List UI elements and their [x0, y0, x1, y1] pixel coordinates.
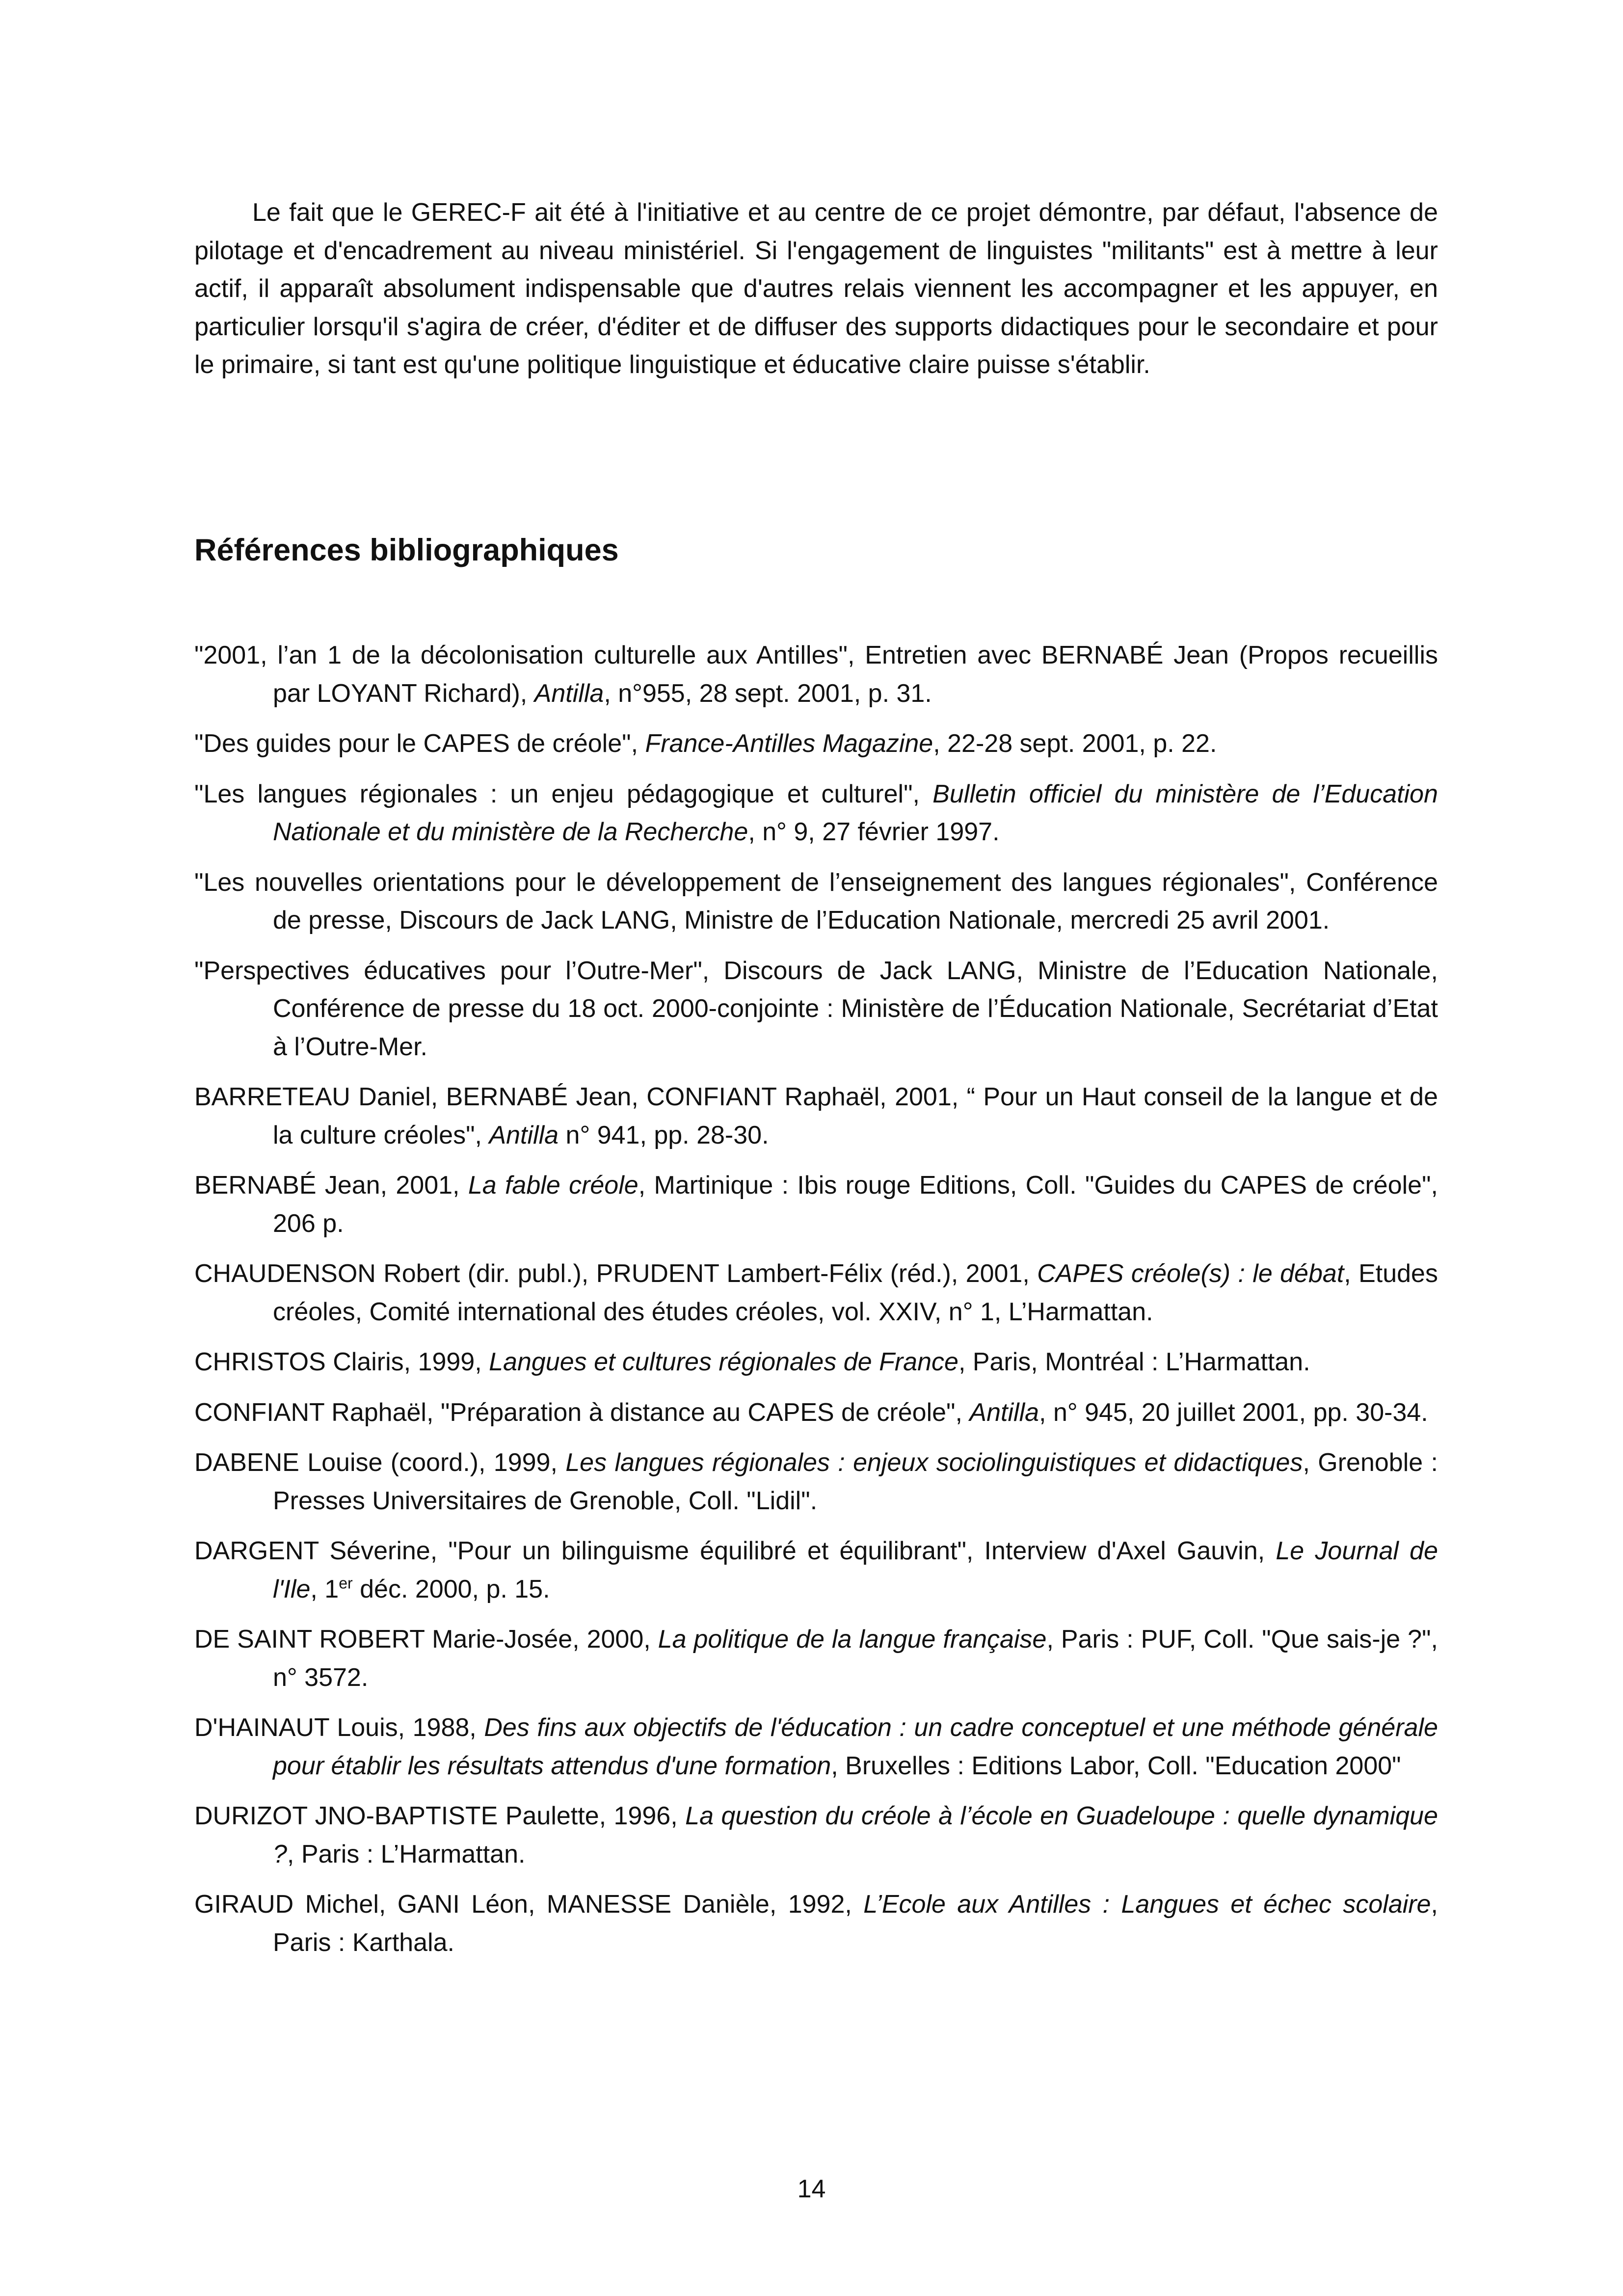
- reference-entry: CONFIANT Raphaël, "Préparation à distance au CAPES de créole", Antilla, n° 945, 20 juillet 2001, pp. 30-34.: [194, 1398, 1428, 1427]
- reference-entry: BARRETEAU Daniel, BERNABÉ Jean, CONFIANT Raphaël, 2001, “ Pour un Haut conseil de la langue et de la culture créoles", Antilla n° 941, pp. 28-30.: [194, 1083, 1438, 1149]
- reference-entry: DABENE Louise (coord.), 1999, Les langues régionales : enjeux sociolinguistiques et didactiques, Grenoble : Presses Universitaires de Grenoble, Coll. "Lidil".: [194, 1448, 1438, 1515]
- bibliography-heading: Références bibliographiques: [194, 533, 619, 567]
- body-paragraph: Le fait que le GEREC-F ait été à l'initiative et au centre de ce projet démontre, par défaut, l'absence de pilotage et d'encadrement au niveau ministériel. Si l'engagement de linguistes "militants" est à mettre à leur actif, il apparaît absolument indispensable que d'autres relais viennent les accompagner et les appuyer, en particulier lorsqu'il s'agira de créer, d'éditer et de diffuser des supports didactiques pour le secondaire et pour le primaire, si tant est qu'une politique linguistique et éducative claire puisse s'établir.: [194, 198, 1438, 379]
- reference-entry: "Les langues régionales : un enjeu pédagogique et culturel", Bulletin officiel du ministère de l’Education Nationale et du ministère de la Recherche, n° 9, 27 février 1997.: [194, 779, 1438, 846]
- page-number: 14: [797, 2175, 826, 2203]
- reference-entry: CHRISTOS Clairis, 1999, Langues et cultures régionales de France, Paris, Montréal : L’Harmattan.: [194, 1348, 1310, 1376]
- reference-entry: GIRAUD Michel, GANI Léon, MANESSE Danièle, 1992, L’Ecole aux Antilles : Langues et échec scolaire, Paris : Karthala.: [194, 1890, 1438, 1957]
- reference-entry: D'HAINAUT Louis, 1988, Des fins aux objectifs de l'éducation : un cadre conceptuel et une méthode générale pour établir les résultats attendus d'une formation, Bruxelles : Editions Labor, Coll. "Education 2000": [194, 1713, 1438, 1780]
- reference-entry: "Perspectives éducatives pour l’Outre-Mer", Discours de Jack LANG, Ministre de l’Education Nationale, Conférence de presse du 18 oct. 2000-conjointe : Ministère de l’Éducation Nationale, Secrétariat d’Etat à l’Outre-Mer.: [194, 956, 1438, 1061]
- reference-entry: DE SAINT ROBERT Marie-Josée, 2000, La politique de la langue française, Paris : PUF, Coll. "Que sais-je ?", n° 3572.: [194, 1625, 1438, 1692]
- reference-entry: CHAUDENSON Robert (dir. publ.), PRUDENT Lambert-Félix (réd.), 2001, CAPES créole(s) : le débat, Etudes créoles, Comité international des études créoles, vol. XXIV, n° 1, L’Harmattan.: [194, 1259, 1438, 1326]
- reference-entry: "Des guides pour le CAPES de créole", France-Antilles Magazine, 22-28 sept. 2001, p. 22.: [194, 729, 1217, 758]
- document-page: [194, 194, 1438, 1957]
- reference-entry: DURIZOT JNO-BAPTISTE Paulette, 1996, La question du créole à l’école en Guadeloupe : quelle dynamique ?, Paris : L’Harmattan.: [194, 1802, 1438, 1869]
- bibliography-list: [194, 637, 1438, 1974]
- reference-entry: "Les nouvelles orientations pour le développement de l’enseignement des langues régionales", Conférence de presse, Discours de Jack LANG, Ministre de l’Education Nationale, mercredi 25 avril 2001.: [194, 868, 1438, 934]
- reference-entry: "2001, l’an 1 de la décolonisation culturelle aux Antilles", Entretien avec BERNABÉ Jean (Propos recueillis par LOYANT Richard), Antilla, n°955, 28 sept. 2001, p. 31.: [194, 641, 1438, 708]
- reference-entry: DARGENT Séverine, "Pour un bilinguisme équilibré et équilibrant", Interview d'Axel Gauvin, Le Journal de l'Ile, 1er déc. 2000, p. 15.: [194, 1537, 1438, 1603]
- reference-entry: BERNABÉ Jean, 2001, La fable créole, Martinique : Ibis rouge Editions, Coll. "Guides du CAPES de créole", 206 p.: [194, 1171, 1438, 1238]
